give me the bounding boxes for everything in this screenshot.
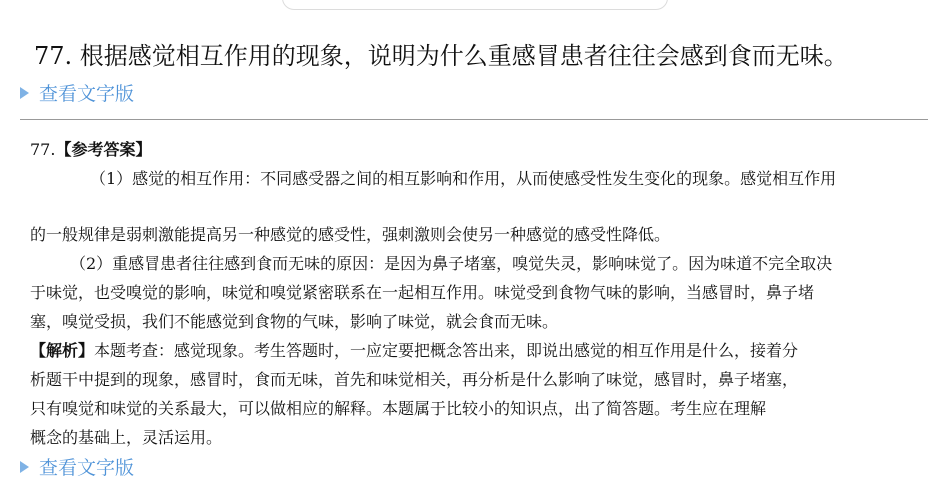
answer-number: 77. [30,140,56,159]
triangle-right-icon [20,461,29,473]
answer-heading [30,135,910,164]
analysis-label: 【解析】 [30,341,95,360]
analysis-line4: 概念的基础上，灵活运用。 [30,428,223,447]
view-text-label: 查看文字版 [39,83,135,105]
answer-image-text [30,135,910,452]
view-text-label: 查看文字版 [39,457,135,479]
answer-p2-line2: 于味觉，也受嗅觉的影响，味觉和嗅觉紧密联系在一起相互作用。味觉受到食物气味的影响，当感冒时，鼻子堵 [30,283,815,302]
answer-p2-line1: （2）重感冒患者往往感到食而无味的原因：是因为鼻子堵塞，嗅觉失灵，影响味觉了。因为味道不完全取决 [70,254,833,273]
answer-p2-line3: 塞，嗅觉受损，我们不能感觉到食物的气味，影响了味觉，就会食而无味。 [30,312,559,331]
answer-p1-line1: （1）感觉的相互作用：不同感受器之间的相互影响和作用，从而使感受性发生变化的现象。感觉相互作用 [90,169,837,188]
analysis-line3: 只有嗅觉和味觉的关系最大，可以做相应的解释。本题属于比较小的知识点，出了简答题。考生应在理解 [30,399,767,418]
analysis-line2: 析题干中提到的现象，感冒时，食而无味，首先和味觉相关，再分析是什么影响了味觉，感冒时，鼻子堵塞， [30,370,799,389]
divider [20,119,928,120]
analysis-line1 [30,336,910,365]
answer-label: 【参考答案】 [55,140,152,159]
answer-p1-line2: 的一般规律是弱刺激能提高另一种感觉的感受性，强刺激则会使另一种感觉的感受性降低。 [30,225,671,244]
view-text-link[interactable] [20,81,134,107]
triangle-right-icon [20,87,29,99]
view-text-link-bottom[interactable] [20,455,134,481]
top-tab [282,0,668,10]
analysis-text: 本题考查：感觉现象。考生答题时，一应定要把概念答出来，即说出感觉的相互作用是什么，接着分 [94,341,799,360]
question-title: 77. 根据感觉相互作用的现象，说明为什么重感冒患者往往会感到食而无味。 [34,42,848,70]
